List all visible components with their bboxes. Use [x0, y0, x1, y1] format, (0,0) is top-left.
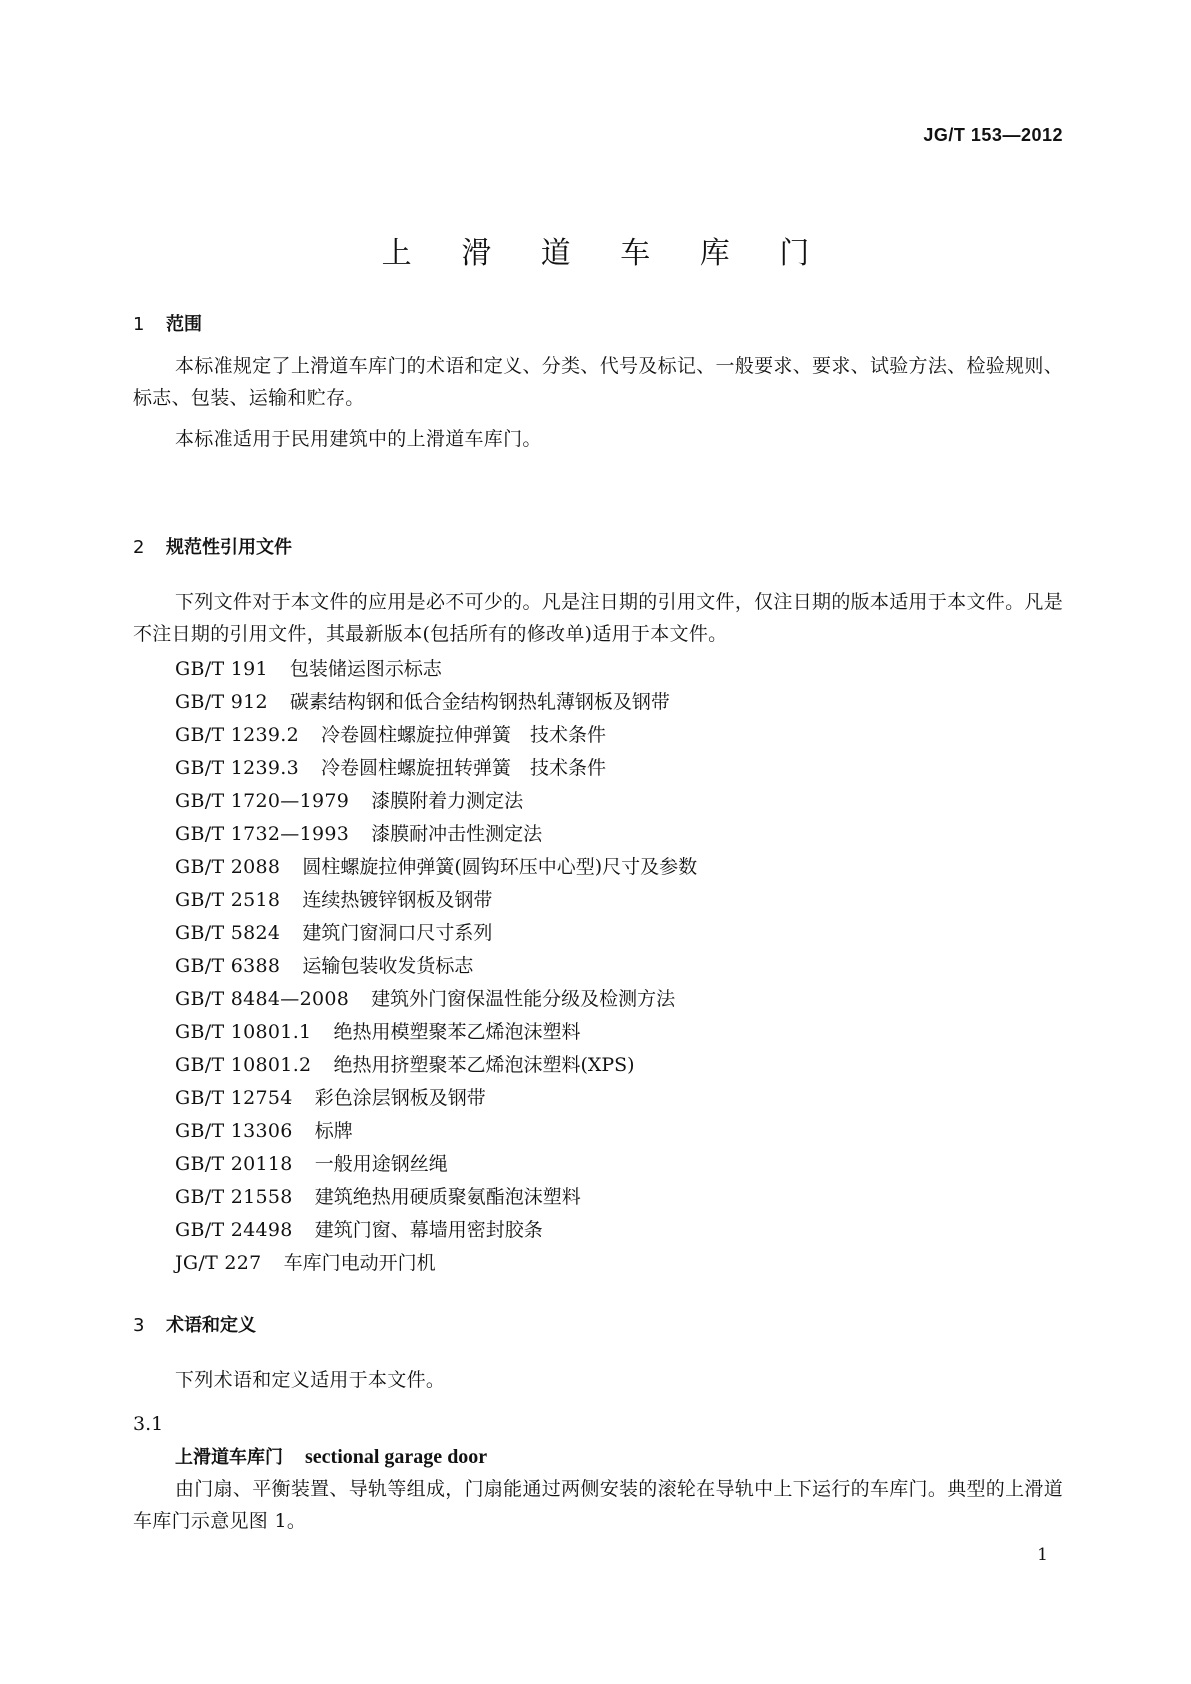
reference-code: GB/T 13306	[175, 1120, 293, 1142]
reference-title: 建筑门窗、幕墙用密封胶条	[314, 1219, 543, 1241]
term-entry	[175, 1443, 487, 1469]
scope-paragraph-1: 本标准规定了上滑道车库门的术语和定义、分类、代号及标记、一般要求、要求、试验方法、检验规则、标志、包装、运输和贮存。	[133, 355, 1063, 409]
reference-title: 包装储运图示标志	[289, 658, 442, 680]
page-number: 1	[1037, 1545, 1048, 1565]
reference-title: 彩色涂层钢板及钢带	[314, 1087, 486, 1109]
reference-title: 车库门电动开门机	[283, 1252, 436, 1274]
reference-code: GB/T 2518	[175, 889, 281, 911]
reference-code: GB/T 20118	[175, 1153, 293, 1175]
term-definition-paragraph: 由门扇、平衡装置、导轨等组成，门扇能通过两侧安装的滚轮在导轨中上下运行的车库门。典型的上滑道车库门示意见图 1。	[133, 1478, 1063, 1532]
reference-title: 一般用途钢丝绳	[314, 1153, 448, 1175]
section-heading-terms-definitions	[133, 1311, 256, 1337]
reference-code: GB/T 1732—1993	[175, 823, 350, 845]
reference-list	[175, 653, 697, 1280]
reference-code: GB/T 1239.2	[175, 724, 300, 746]
list-item	[175, 1214, 697, 1247]
reference-title: 建筑门窗洞口尺寸系列	[302, 922, 493, 944]
reference-code: GB/T 6388	[175, 955, 281, 977]
reference-code: GB/T 10801.2	[175, 1054, 312, 1076]
list-item	[175, 1115, 697, 1148]
reference-title: 漆膜附着力测定法	[371, 790, 524, 812]
reference-code: GB/T 191	[175, 658, 268, 680]
list-item	[175, 983, 697, 1016]
list-item	[175, 1082, 697, 1115]
list-item	[175, 1181, 697, 1214]
section-title: 规范性引用文件	[166, 537, 292, 558]
list-item	[175, 851, 697, 884]
list-item	[175, 719, 697, 752]
list-item	[175, 1247, 697, 1280]
section-number: 2	[133, 537, 145, 558]
list-item	[175, 752, 697, 785]
reference-code: GB/T 10801.1	[175, 1021, 312, 1043]
section-heading-scope	[133, 310, 202, 336]
reference-title: 建筑外门窗保温性能分级及检测方法	[371, 988, 676, 1010]
reference-code: GB/T 8484—2008	[175, 988, 350, 1010]
reference-code: GB/T 21558	[175, 1186, 293, 1208]
reference-code: GB/T 12754	[175, 1087, 293, 1109]
clause-number: 3.1	[133, 1413, 164, 1435]
reference-title: 运输包装收发货标志	[302, 955, 474, 977]
section-title: 术语和定义	[166, 1315, 256, 1336]
section-number: 1	[133, 314, 145, 335]
term-chinese: 上滑道车库门	[175, 1447, 283, 1468]
reference-title: 绝热用挤塑聚苯乙烯泡沫塑料(XPS)	[333, 1054, 635, 1076]
list-item	[175, 653, 697, 686]
list-item	[175, 1148, 697, 1181]
terms-intro-paragraph: 下列术语和定义适用于本文件。	[175, 1369, 446, 1391]
reference-code: GB/T 1239.3	[175, 757, 300, 779]
list-item	[175, 884, 697, 917]
reference-title: 漆膜耐冲击性测定法	[371, 823, 543, 845]
section-heading-normative-references	[133, 533, 292, 559]
reference-code: GB/T 2088	[175, 856, 281, 878]
reference-code: GB/T 24498	[175, 1219, 293, 1241]
reference-title: 绝热用模塑聚苯乙烯泡沫塑料	[333, 1021, 581, 1043]
list-item	[175, 917, 697, 950]
reference-title: 碳素结构钢和低合金结构钢热轧薄钢板及钢带	[289, 691, 670, 713]
reference-code: JG/T 227	[175, 1252, 262, 1274]
document-title: 上 滑 道 车 库 门	[381, 236, 830, 271]
list-item	[175, 1049, 697, 1082]
section-number: 3	[133, 1315, 145, 1336]
list-item	[175, 785, 697, 818]
list-item	[175, 686, 697, 719]
reference-title: 建筑绝热用硬质聚氨酯泡沫塑料	[314, 1186, 581, 1208]
section-title: 范围	[166, 314, 202, 335]
reference-code: GB/T 1720—1979	[175, 790, 350, 812]
reference-title: 连续热镀锌钢板及钢带	[302, 889, 493, 911]
list-item	[175, 950, 697, 983]
reference-title: 圆柱螺旋拉伸弹簧(圆钩环压中心型)尺寸及参数	[302, 856, 698, 878]
list-item	[175, 1016, 697, 1049]
reference-code: GB/T 912	[175, 691, 268, 713]
reference-title: 冷卷圆柱螺旋扭转弹簧 技术条件	[321, 757, 607, 779]
scope-paragraph-2: 本标准适用于民用建筑中的上滑道车库门。	[175, 428, 542, 450]
reference-code: GB/T 5824	[175, 922, 281, 944]
standard-code: JG/T 153—2012	[923, 125, 1063, 145]
list-item	[175, 818, 697, 851]
term-english: sectional garage door	[305, 1446, 488, 1468]
reference-title: 冷卷圆柱螺旋拉伸弹簧 技术条件	[321, 724, 607, 746]
reference-title: 标牌	[314, 1120, 353, 1142]
normative-intro-paragraph: 下列文件对于本文件的应用是必不可少的。凡是注日期的引用文件，仅注日期的版本适用于本文件。凡是不注日期的引用文件，其最新版本(包括所有的修改单)适用于本文件。	[133, 591, 1063, 645]
